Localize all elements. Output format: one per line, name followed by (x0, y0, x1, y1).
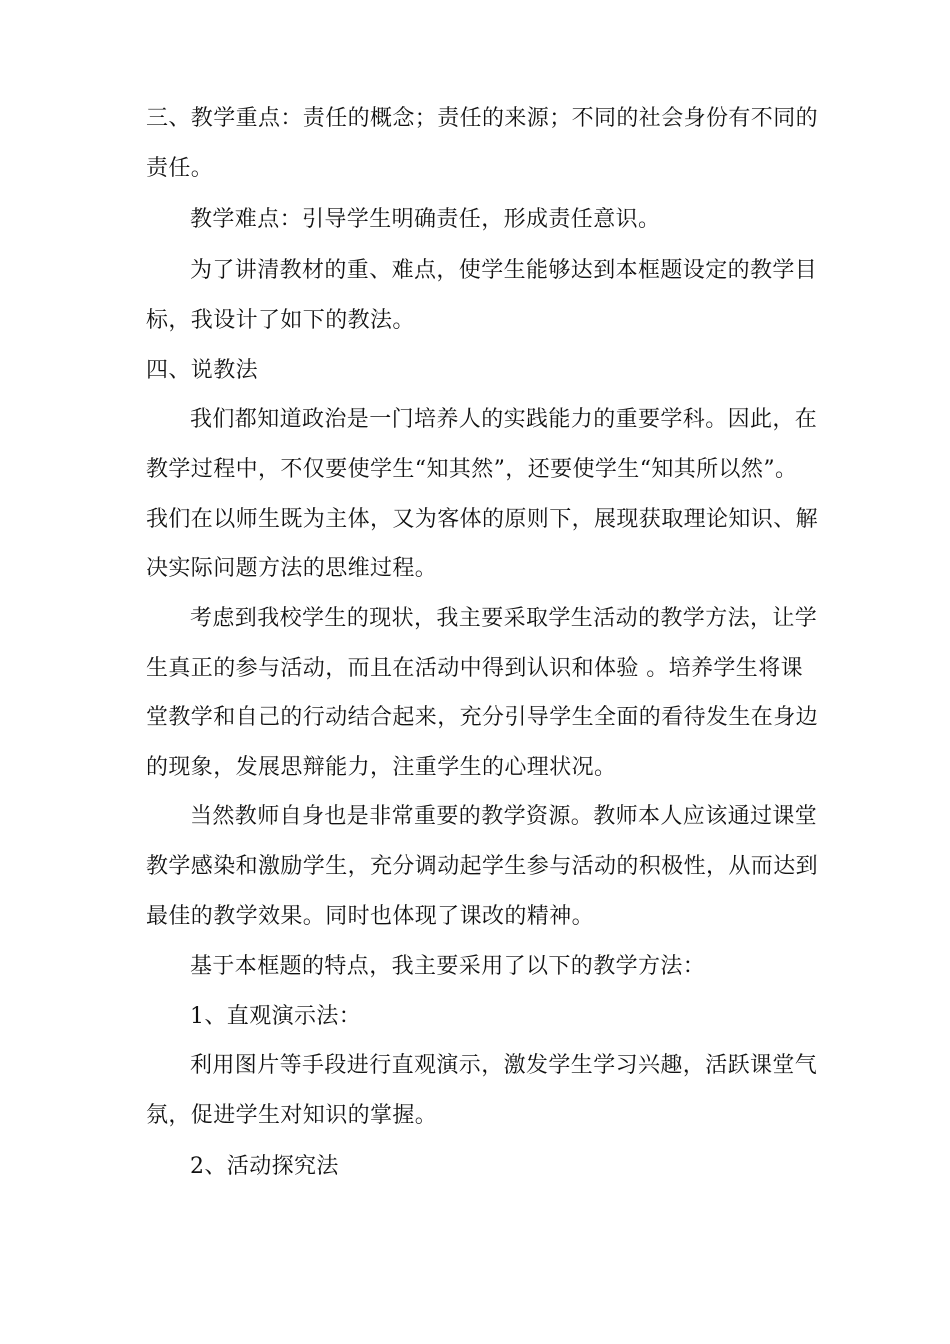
list-item-heading: 2、活动探究法 (190, 1154, 339, 1179)
text-line: 生真正的参与活动，而且在活动中得到认识和体验 。培养学生将课 (146, 656, 803, 681)
text-line: 基于本框题的特点，我主要采用了以下的教学方法： (190, 954, 706, 979)
text-line: 当然教师自身也是非常重要的教学资源。教师本人应该通过课堂 (190, 804, 818, 829)
text-line: 决实际问题方法的思维过程。 (146, 556, 438, 581)
list-item-heading: 1、直观演示法： (190, 1004, 362, 1029)
text-line: 的现象，发展思辩能力，注重学生的心理状况。 (146, 755, 617, 780)
text-line: 教学难点：引导学生明确责任，形成责任意识。 (190, 207, 661, 232)
text-line: 教学过程中，不仅要使学生“知其然”，还要使学生“知其所以然”。 (146, 457, 798, 482)
text-line: 我们在以师生既为主体，又为客体的原则下，展现获取理论知识、解 (146, 507, 819, 532)
text-line: 氛，促进学生对知识的掌握。 (146, 1103, 438, 1128)
text-line: 为了讲清教材的重、难点，使学生能够达到本框题设定的教学目 (190, 258, 818, 283)
text-line: 教学感染和激励学生，充分调动起学生参与活动的积极性，从而达到 (146, 854, 819, 879)
text-line: 最佳的教学效果。同时也体现了课改的精神。 (146, 904, 595, 929)
text-line: 我们都知道政治是一门培养人的实践能力的重要学科。因此，在 (190, 407, 818, 432)
text-line: 考虑到我校学生的现状，我主要采取学生活动的教学方法，让学 (190, 606, 818, 631)
text-line: 责任。 (146, 156, 214, 181)
text-line: 利用图片等手段进行直观演示，激发学生学习兴趣，活跃课堂气 (190, 1053, 818, 1078)
text-line: 标，我设计了如下的教法。 (146, 308, 415, 333)
section-heading: 四、说教法 (146, 358, 259, 383)
text-line: 堂教学和自己的行动结合起来，充分引导学生全面的看待发生在身边 (146, 705, 819, 730)
text-line: 三、教学重点：责任的概念；责任的来源；不同的社会身份有不同的 (146, 106, 819, 131)
